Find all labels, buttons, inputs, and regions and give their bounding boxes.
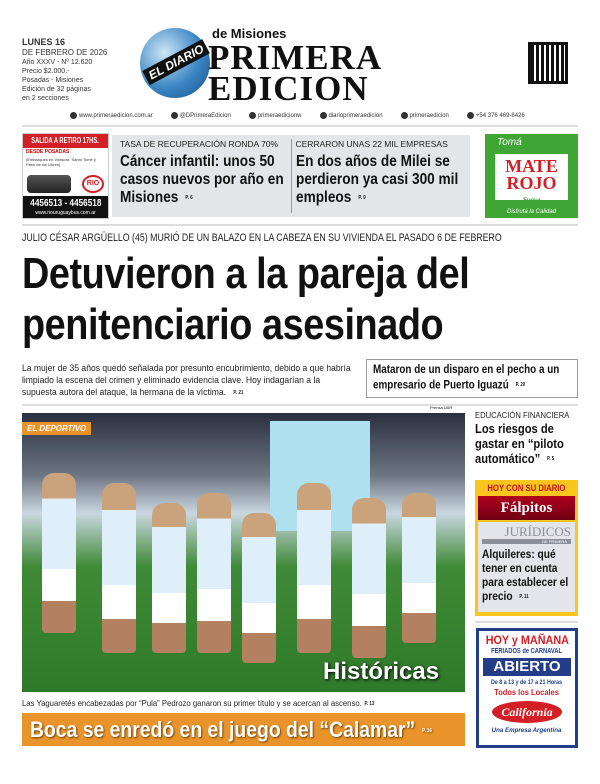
ad-line: FERIADOS de CARNAVAL (491, 648, 563, 655)
divider (475, 621, 578, 623)
issue-number: Año XXXV - Nº 12.620 (22, 59, 93, 66)
bus-ad-brand: RIO (82, 175, 104, 193)
logo-line2: EDICION (208, 69, 369, 108)
ad-line: Todos los Locales (494, 687, 560, 697)
photo-overlay-title: Históricas (323, 658, 440, 685)
page-ref: P. 11 (519, 593, 529, 600)
player (242, 513, 276, 663)
issue-sections: en 2 secciones (22, 95, 69, 102)
bus-ad-web: www.riouruguaybus.com.ar (35, 210, 96, 216)
mate-ad-tagline: Disfrutá la Calidad (506, 209, 557, 215)
main-kicker-wrap (22, 232, 578, 245)
ad-hours: De 8 a 13 y de 17 a 21 Horas (491, 679, 563, 686)
juridicos-sub: DE PRIMERA (482, 539, 571, 544)
bus-ad-note: (Embarques en Virasoro, Santo Tomé y Paso de los Libres) (26, 157, 96, 167)
juridicos-logo: JURÍDICOS (504, 524, 571, 539)
social-label: primeraedicion (409, 113, 449, 120)
issue-info (22, 38, 107, 103)
right-kicker: EDUCACIÓN FINANCIERA (475, 410, 570, 420)
player (42, 473, 76, 633)
player (352, 498, 386, 658)
threads-icon (401, 112, 408, 119)
ad-open: ABIERTO (483, 658, 571, 676)
player (197, 493, 231, 653)
divider (22, 125, 578, 127)
boca-headline: Boca se enredó en el juego del “Calamar” (30, 717, 416, 742)
globe-icon (70, 112, 77, 119)
social-label: www.primeraedicion.com.ar (79, 113, 153, 120)
photo-caption (22, 697, 465, 710)
facebook-icon (249, 112, 256, 119)
social-threads[interactable] (401, 112, 449, 119)
page-ref: P. 16 (422, 727, 432, 734)
supplement-title: HOY CON SU DIARIO (487, 483, 566, 493)
logo-line1: PRIMERA (208, 38, 383, 77)
section-tag: EL DEPORTIVO (22, 422, 91, 435)
social-whatsapp[interactable] (467, 112, 525, 119)
side-story-headline: Mataron de un disparo en el pecho a un empresario de Puerto Iguazú (373, 364, 560, 392)
right-headline: Los riesgos de gastar en “piloto automático” (475, 421, 564, 466)
logo-title (208, 38, 383, 108)
social-label: diarioprimeraedicion (328, 113, 383, 120)
boca-story[interactable] (22, 713, 465, 746)
top-stories (112, 135, 470, 217)
mate-ad-sub: Suave (522, 196, 541, 204)
supplement-falpitos: Fálpitos (478, 496, 575, 520)
mate-ad-label (495, 154, 568, 204)
right-story[interactable] (475, 410, 580, 467)
california-logo: California (492, 701, 562, 723)
x-icon (171, 112, 178, 119)
photo-credit: Prensa UAR (430, 405, 453, 410)
player (102, 483, 136, 653)
bus-icon (27, 175, 71, 193)
supplement-juridicos (478, 522, 575, 612)
player (297, 483, 331, 653)
social-instagram[interactable] (320, 112, 383, 119)
social-links (70, 112, 550, 119)
page-ref: P. 20 (515, 382, 526, 388)
bus-ad-phones: 4456513 - 4456518 (29, 198, 102, 209)
top-story[interactable] (291, 139, 467, 213)
main-headline-wrap (22, 248, 578, 350)
issue-pages: Edición de 32 páginas (22, 86, 91, 93)
main-headline[interactable]: Detuvieron a la pareja del penitenciario asesinado (22, 249, 470, 349)
story-headline: En dos años de Milei se perdieron ya casi 300 mil empleos (295, 153, 458, 207)
caption-text: Las Yaguaretés encabezadas por “Pula” Pedrozo ganaron su primer título y se acercan al ascenso. (22, 698, 362, 708)
social-facebook[interactable] (249, 112, 302, 119)
issue-price: Precio $2.000.- (22, 68, 70, 75)
bus-ad-from: DESDE POSADAS (26, 149, 70, 155)
qr-code-icon[interactable] (528, 42, 568, 84)
ad-slogan: Una Empresa Argentina (492, 727, 562, 734)
divider (22, 404, 578, 406)
logo-badge: EL DIARIO (142, 39, 210, 85)
lede-text: La mujer de 35 años quedó señalada por presunto encubrimiento, debido a que habría limpiado la escena del crimen y eliminado evidencia clave. Hoy indagarían a la supuesta autora del ataque, la hermana de la víctima. (22, 363, 351, 397)
page-ref: P. 6 (185, 195, 193, 201)
main-photo[interactable] (22, 413, 465, 692)
mate-rojo-ad[interactable] (485, 134, 578, 218)
social-label: primeraedicionw (257, 113, 302, 120)
page-ref: P. 5 (547, 456, 555, 463)
issue-day: LUNES 16 (22, 37, 66, 47)
main-kicker: JULIO CÉSAR ARGÜELLO (45) MURIÓ DE UN BALAZO EN LA CABEZA EN SU VIVIENDA EL PASADO 6 DE FEBRERO (22, 232, 502, 244)
instagram-icon (320, 112, 327, 119)
issue-location: Posadas - Misiones (22, 77, 84, 84)
page-ref: P. 9 (357, 195, 366, 201)
story-kicker: CERRARON UNAS 22 MIL EMPRESAS (295, 139, 448, 149)
newspaper-logo (140, 28, 470, 106)
social-label: +54 376 469-8426 (475, 113, 525, 120)
top-story[interactable] (116, 139, 291, 213)
social-x[interactable] (171, 112, 231, 119)
bus-ad-title: SALIDA A RETIRO 17HS. (31, 136, 100, 145)
california-ad[interactable] (476, 628, 578, 748)
story-headline: Cáncer infantil: unos 50 casos nuevos por año en Misiones (120, 153, 284, 207)
side-story[interactable] (366, 359, 578, 398)
supplement-box[interactable] (475, 480, 578, 616)
page-ref: P. 13 (364, 700, 375, 707)
page-ref: P. 21 (233, 389, 244, 396)
whatsapp-icon (467, 112, 474, 119)
bus-ad[interactable] (22, 133, 109, 219)
main-lede (22, 362, 357, 399)
supplement-headline: Alquileres: qué tener en cuenta para establecer el precio (482, 547, 569, 603)
issue-date: DE FEBRERO DE 2026 (22, 48, 108, 57)
mate-ad-brand: MATE ROJO (505, 156, 558, 193)
social-web[interactable] (70, 112, 153, 119)
divider (22, 224, 578, 226)
player (402, 493, 436, 643)
ad-line: HOY y MAÑANA (485, 633, 569, 647)
mate-ad-top: Tomá (497, 137, 522, 148)
player (152, 503, 186, 653)
story-kicker: TASA DE RECUPERACIÓN RONDA 70% (120, 139, 279, 149)
logo-subtitle: de Misiones (212, 26, 287, 41)
social-label: @DPrimeraEdicion (179, 113, 231, 120)
